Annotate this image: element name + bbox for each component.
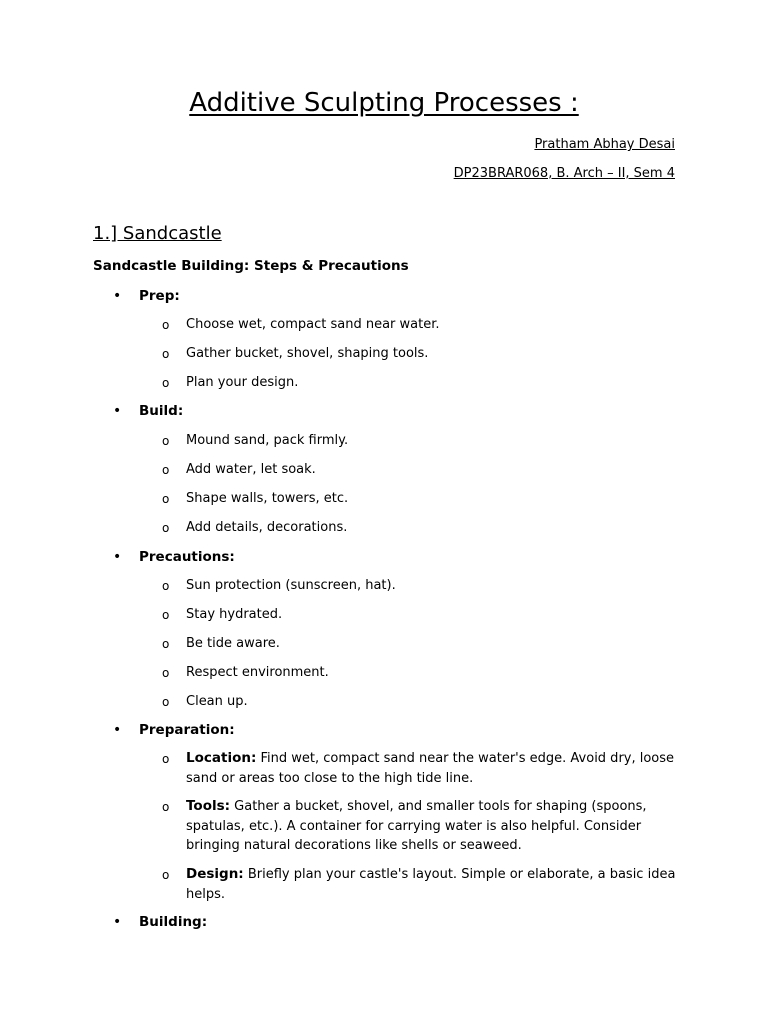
bullet-marker: • <box>113 914 122 930</box>
section-heading: 1.] Sandcastle <box>93 223 222 244</box>
sub-marker: o <box>162 463 170 477</box>
list-item: Stay hydrated. <box>186 607 283 622</box>
sub-marker: o <box>162 608 170 622</box>
group-label-build: Build: <box>139 403 184 419</box>
group-label-building: Building: <box>139 914 208 930</box>
sub-marker: o <box>162 579 170 593</box>
sub-marker: o <box>162 868 170 882</box>
course-info: DP23BRAR068, B. Arch – II, Sem 4 <box>453 166 675 181</box>
bullet-marker: • <box>113 288 122 304</box>
author-name: Pratham Abhay Desai <box>534 137 675 152</box>
group-label-preparation: Preparation: <box>139 722 235 738</box>
sub-marker: o <box>162 752 170 766</box>
item-term: Location: <box>186 750 257 766</box>
sub-marker: o <box>162 376 170 390</box>
list-item: Respect environment. <box>186 665 329 680</box>
list-item: Design: Briefly plan your castle's layout. Simple or elaborate, a basic idea helps. <box>186 866 676 902</box>
bullet-marker: • <box>113 403 122 419</box>
sub-marker: o <box>162 666 170 680</box>
list-item: Tools: Gather a bucket, shovel, and smaller tools for shaping (spoons, spatulas, etc.). A container for carrying water is also helpful. Consider bringing natural decorations like shells or seaweed. <box>186 798 647 853</box>
sub-marker: o <box>162 800 170 814</box>
list-item: Add water, let soak. <box>186 462 316 477</box>
group-label-precautions: Precautions: <box>139 549 235 565</box>
list-item: Location: Find wet, compact sand near the water's edge. Avoid dry, loose sand or areas too close to the high tide line. <box>186 750 675 786</box>
list-item: Gather bucket, shovel, shaping tools. <box>186 346 429 361</box>
sub-marker: o <box>162 347 170 361</box>
sub-marker: o <box>162 695 170 709</box>
sub-marker: o <box>162 434 170 448</box>
sub-marker: o <box>162 318 170 332</box>
bullet-marker: • <box>113 722 122 738</box>
list-item: Shape walls, towers, etc. <box>186 491 349 506</box>
sub-marker: o <box>162 637 170 651</box>
list-item: Clean up. <box>186 694 248 709</box>
list-item: Be tide aware. <box>186 636 280 651</box>
sub-marker: o <box>162 521 170 535</box>
group-label-prep: Prep: <box>139 288 180 304</box>
list-item: Add details, decorations. <box>186 520 348 535</box>
list-item: Plan your design. <box>186 375 299 390</box>
item-term: Design: <box>186 866 244 882</box>
list-item: Choose wet, compact sand near water. <box>186 317 440 332</box>
document-title: Additive Sculpting Processes : <box>189 88 579 118</box>
item-term: Tools: <box>186 798 231 814</box>
list-item: Mound sand, pack firmly. <box>186 433 349 448</box>
list-item: Sun protection (sunscreen, hat). <box>186 578 396 593</box>
section-subheading: Sandcastle Building: Steps & Precautions <box>93 258 409 274</box>
bullet-marker: • <box>113 549 122 565</box>
sub-marker: o <box>162 492 170 506</box>
